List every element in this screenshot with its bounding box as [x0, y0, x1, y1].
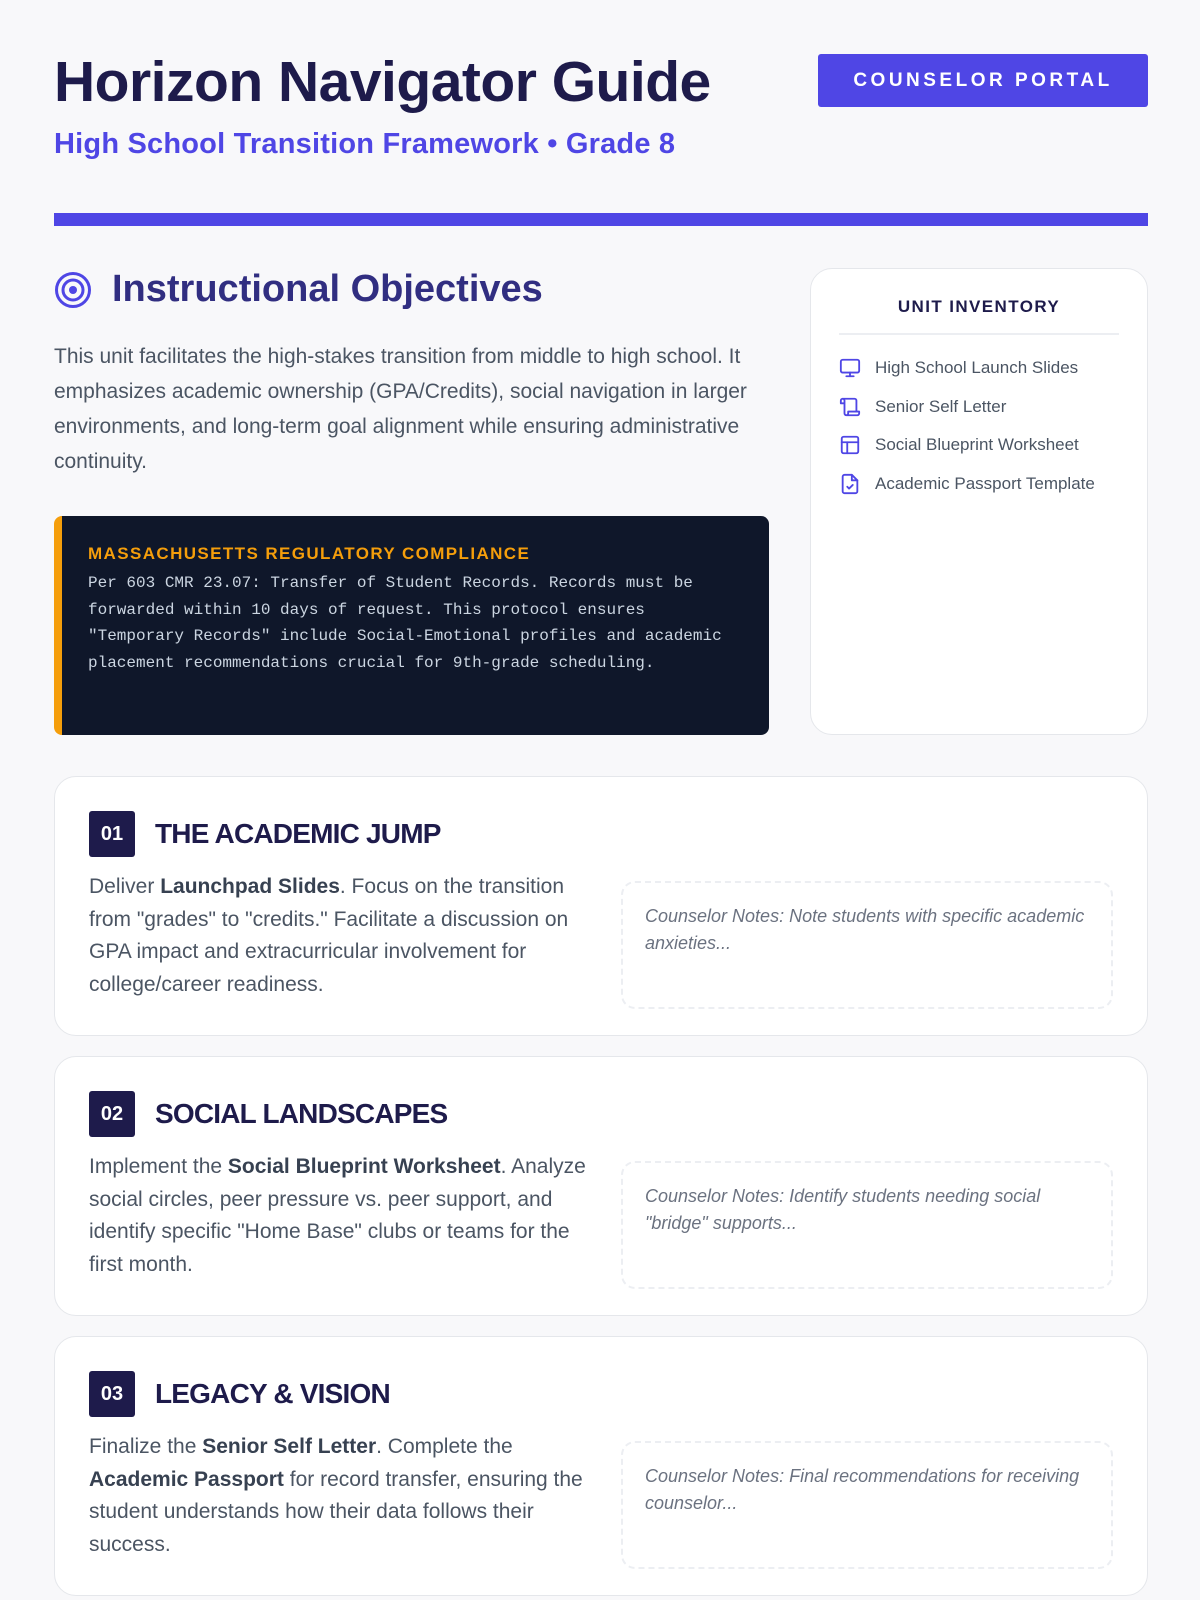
- step-description: Finalize the Senior Self Letter. Complete the Academic Passport for record transfer, ensuring the student understands how their data follows their success.: [89, 1435, 583, 1556]
- step-description: Deliver Launchpad Slides. Focus on the transition from "grades" to "credits." Facilitate a discussion on GPA impact and extracurricular involvement for college/career readiness.: [89, 875, 569, 996]
- page-subtitle: High School Transition Framework • Grade 8: [54, 128, 676, 160]
- step-card-03: [54, 1336, 1148, 1596]
- material-name: Senior Self Letter: [202, 1435, 377, 1458]
- inventory-item-slides[interactable]: [839, 349, 1119, 388]
- header-divider: [54, 213, 1148, 226]
- objectives-header: [54, 268, 769, 311]
- counselor-notes-field[interactable]: Counselor Notes: Final recommendations for receiving counselor...: [621, 1441, 1113, 1569]
- counselor-notes-field[interactable]: Counselor Notes: Identify students needing social "bridge" supports...: [621, 1161, 1113, 1289]
- inventory-item-label: High School Launch Slides: [875, 358, 1079, 378]
- step-body: [89, 1431, 1113, 1569]
- compliance-callout: [54, 516, 769, 735]
- step-body: [89, 1151, 1113, 1289]
- scroll-icon: [839, 396, 861, 418]
- step-number-badge: 02: [89, 1091, 135, 1137]
- layout-icon: [839, 434, 861, 456]
- material-name: Launchpad Slides: [160, 875, 340, 898]
- inventory-list: [839, 349, 1119, 503]
- step-description: Implement the Social Blueprint Worksheet. Analyze social circles, peer pressure vs. peer support, and identify specific "Home Base" clubs or teams for the first month.: [89, 1155, 586, 1276]
- counselor-notes-field[interactable]: Counselor Notes: Note students with specific academic anxieties...: [621, 881, 1113, 1009]
- material-name: Academic Passport: [89, 1467, 284, 1491]
- file-check-icon: [839, 473, 861, 495]
- step-title: SOCIAL LANDSCAPES: [155, 1098, 448, 1129]
- inventory-title: UNIT INVENTORY: [839, 297, 1119, 335]
- objectives-text: This unit facilitates the high-stakes transition from middle to high school. It emphasizes academic ownership (GPA/Credits), social navigation in larger environments, and long-term goal alignment while ensuring administrative continuity.: [54, 345, 747, 473]
- inventory-item-label: Academic Passport Template: [875, 473, 1095, 493]
- compliance-title: MASSACHUSETTS REGULATORY COMPLIANCE: [88, 544, 531, 563]
- monitor-icon: [839, 357, 861, 379]
- step-card-01: [54, 776, 1148, 1036]
- objectives-title: Instructional Objectives: [112, 268, 543, 310]
- inventory-item-letter[interactable]: [839, 388, 1119, 427]
- step-number-badge: 01: [89, 811, 135, 857]
- step-title: THE ACADEMIC JUMP: [155, 818, 441, 849]
- objectives-section: [54, 268, 769, 479]
- inventory-item-label: Social Blueprint Worksheet: [875, 435, 1079, 455]
- page-header: [54, 46, 1148, 161]
- inventory-item-label: Senior Self Letter: [875, 396, 1007, 416]
- compliance-text: Per 603 CMR 23.07: Transfer of Student Records. Records must be forwarded within 10 days of request. This protocol ensures "Temporary Records" include Social-Emotional profiles and academic placement recommendations crucial for 9th-grade scheduling.: [88, 574, 722, 672]
- counselor-portal-button[interactable]: COUNSELOR PORTAL: [818, 54, 1148, 107]
- target-icon: [54, 271, 92, 309]
- step-number-badge: 03: [89, 1371, 135, 1417]
- step-body: [89, 871, 1113, 1009]
- page-title: Horizon Navigator Guide: [54, 50, 711, 114]
- step-header: [89, 1091, 1113, 1137]
- material-name: Social Blueprint Worksheet: [227, 1155, 501, 1178]
- unit-inventory-panel: [810, 268, 1148, 735]
- step-header: [89, 811, 1113, 857]
- step-title: LEGACY & VISION: [155, 1378, 390, 1409]
- step-header: [89, 1371, 1113, 1417]
- inventory-item-worksheet[interactable]: [839, 426, 1119, 465]
- inventory-item-passport[interactable]: [839, 465, 1119, 504]
- step-card-02: [54, 1056, 1148, 1316]
